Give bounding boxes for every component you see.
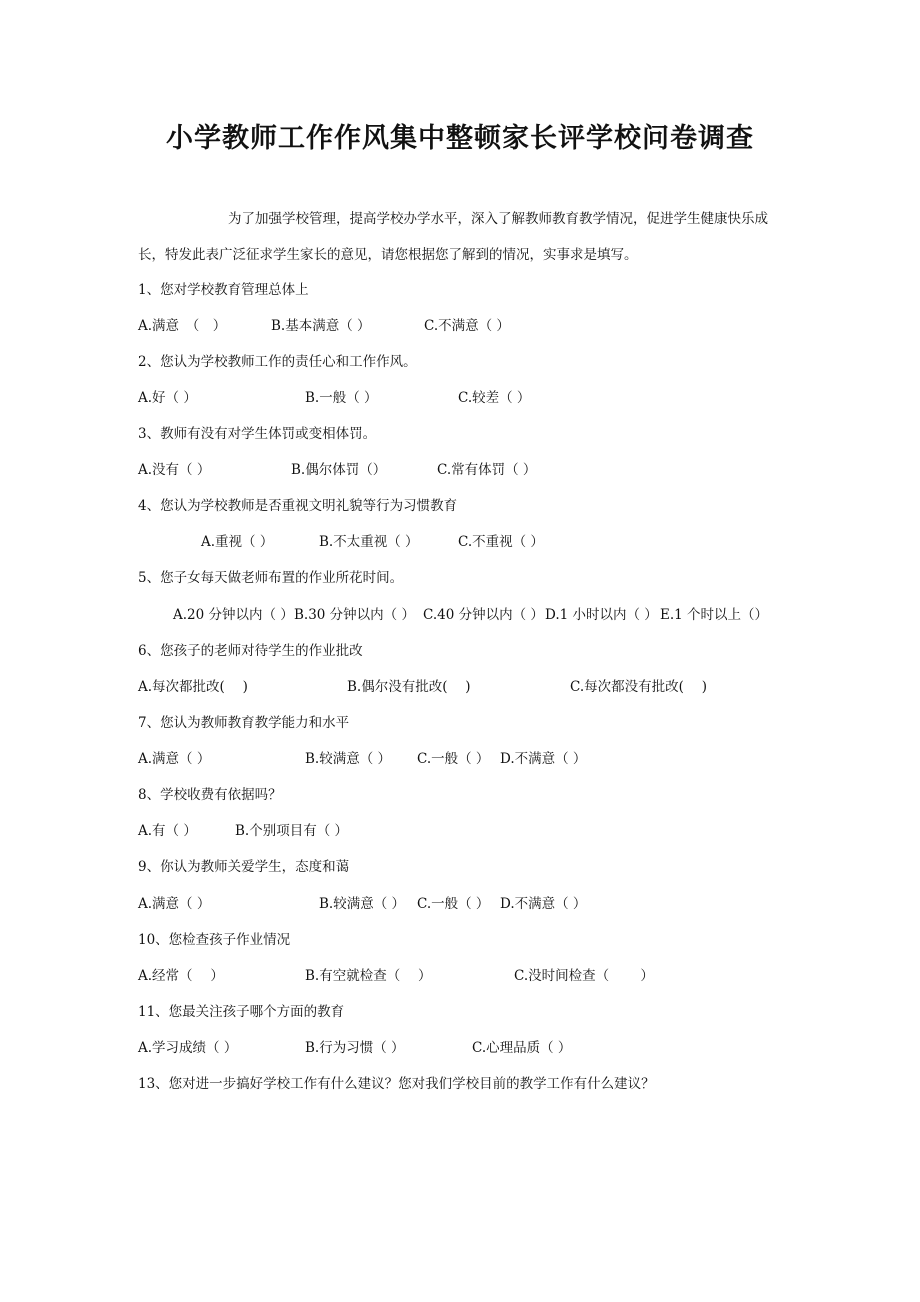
option-5d[interactable]: D.1 小时以内（ ）	[545, 607, 658, 623]
option-1c[interactable]: C.不满意（ ）	[424, 318, 510, 334]
option-9c[interactable]: C.一般（ ）	[417, 896, 490, 912]
option-1a[interactable]: A.满意 （ ）	[138, 318, 227, 334]
option-2c[interactable]: C.较差（ ）	[458, 390, 531, 406]
option-4a[interactable]: A.重视（ ）	[201, 534, 274, 550]
option-6c[interactable]: C.每次都没有批改( )	[570, 679, 707, 695]
option-5e[interactable]: E.1 个时以上（）	[660, 607, 769, 623]
option-10a[interactable]: A.经常（ ）	[138, 968, 224, 984]
intro-paragraph	[138, 201, 793, 273]
intro-line-1: 为了加强学校管理，提高学校办学水平，深入了解教师教育教学情况，促进学生健康快乐成	[228, 211, 768, 227]
option-9b[interactable]: B.较满意（ ）	[319, 896, 406, 912]
question-10: 10、您检查孩子作业情况	[138, 932, 291, 948]
option-8b[interactable]: B.个别项目有（ ）	[235, 823, 349, 839]
option-3b[interactable]: B.偶尔体罚（）	[291, 462, 387, 478]
page-title: 小学教师工作作风集中整顿家长评学校问卷调查	[166, 123, 754, 154]
question-5: 5、您子女每天做老师布置的作业所花时间。	[138, 570, 404, 586]
option-2b[interactable]: B.一般（ ）	[305, 390, 378, 406]
question-8: 8、学校收费有依据吗？	[138, 787, 282, 803]
option-3a[interactable]: A.没有（ ）	[138, 462, 211, 478]
intro-line-2: 长，特发此表广泛征求学生家长的意见，请您根据您了解到的情况，实事求是填写。	[138, 247, 638, 263]
option-9a[interactable]: A.满意（ ）	[138, 896, 211, 912]
question-6: 6、您孩子的老师对待学生的作业批改	[138, 643, 363, 659]
option-7d[interactable]: D.不满意（ ）	[500, 751, 587, 767]
option-10b[interactable]: B.有空就检查（ ）	[305, 968, 432, 984]
option-11b[interactable]: B.行为习惯（ ）	[305, 1040, 405, 1056]
option-11c[interactable]: C.心理品质（ ）	[472, 1040, 572, 1056]
question-13: 13、您对进一步搞好学校工作有什么建议？您对我们学校目前的教学工作有什么建议？	[138, 1076, 655, 1092]
question-3: 3、教师有没有对学生体罚或变相体罚。	[138, 426, 377, 442]
option-2a[interactable]: A.好（ ）	[138, 390, 197, 406]
question-1: 1、您对学校教育管理总体上	[138, 282, 309, 298]
option-5c[interactable]: C.40 分钟以内（ ）	[423, 607, 544, 623]
option-1b[interactable]: B.基本满意（ ）	[271, 318, 371, 334]
option-7b[interactable]: B.较满意（ ）	[305, 751, 392, 767]
question-2: 2、您认为学校教师工作的责任心和工作作风。	[138, 354, 417, 370]
option-6a[interactable]: A.每次都批改( )	[138, 679, 248, 695]
option-11a[interactable]: A.学习成绩（ ）	[138, 1040, 238, 1056]
option-5a[interactable]: A.20 分钟以内（ ）	[173, 607, 294, 623]
question-9: 9、你认为教师关爱学生，态度和蔼	[138, 859, 350, 875]
option-7c[interactable]: C.一般（ ）	[417, 751, 490, 767]
option-10c[interactable]: C.没时间检查（ ）	[514, 968, 654, 984]
question-7: 7、您认为教师教育教学能力和水平	[138, 715, 350, 731]
option-6b[interactable]: B.偶尔没有批改( )	[347, 679, 471, 695]
option-9d[interactable]: D.不满意（ ）	[500, 896, 587, 912]
question-4: 4、您认为学校教师是否重视文明礼貌等行为习惯教育	[138, 498, 458, 514]
option-4b[interactable]: B.不太重视（ ）	[319, 534, 419, 550]
question-11: 11、您最关注孩子哪个方面的教育	[138, 1004, 345, 1020]
option-4c[interactable]: C.不重视（ ）	[458, 534, 544, 550]
option-3c[interactable]: C.常有体罚（ ）	[437, 462, 537, 478]
option-5b[interactable]: B.30 分钟以内（ ）	[294, 607, 415, 623]
option-7a[interactable]: A.满意（ ）	[138, 751, 211, 767]
option-8a[interactable]: A.有（ ）	[138, 823, 197, 839]
